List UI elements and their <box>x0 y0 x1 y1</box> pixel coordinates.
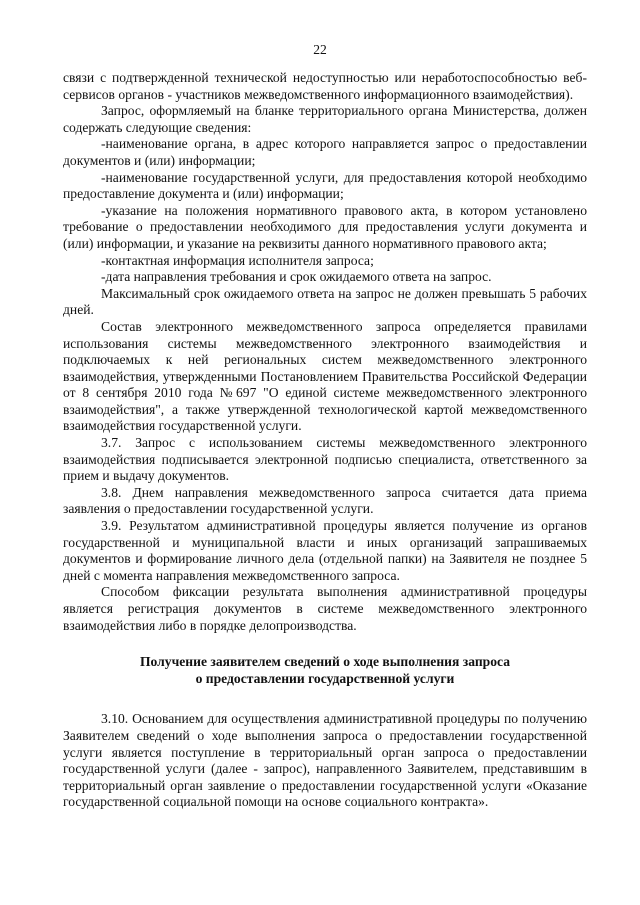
section-heading <box>63 654 587 687</box>
paragraph: Запрос, оформляемый на бланке территориального органа Министерства, должен содержать следующие сведения: <box>63 103 587 135</box>
paragraph: 3.7. Запрос с использованием системы межведомственного электронного взаимодействия подписывается электронной подписью специалиста, ответственного за прием и выдачу документов. <box>63 435 587 484</box>
paragraph: связи с подтвержденной технической недоступностью или неработоспособностью веб-сервисов органов - участников межведомственного информационного взаимодействия). <box>63 70 587 102</box>
paragraph-group-bottom <box>63 711 587 811</box>
paragraph: -указание на положения нормативного правового акта, в котором установлено требование о предоставлении необходимого для предоставления услуги документа и (или) информации, и указание на реквизиты данного нормативного правового акта; <box>63 202 587 251</box>
section-heading-line-1: Получение заявителем сведений о ходе выполнения запроса <box>139 654 511 670</box>
paragraph: 3.9. Результатом административной процедуры является получение из органов государственной и муниципальной власти и иных организаций запрашиваемых документов и формирование личного дела (отдельной папки) на Заявителя не позднее 5 дней с момента направления межведомственного запроса. <box>63 518 587 583</box>
paragraph: -дата направления требования и срок ожидаемого ответа на запрос. <box>101 269 492 285</box>
paragraph: -контактная информация исполнителя запроса; <box>101 252 374 268</box>
section-heading-line-2: о предоставлении государственной услуги <box>195 670 455 686</box>
page-number: 22 <box>313 42 327 57</box>
paragraph: Способом фиксации результата выполнения административной процедуры является регистрация документов в системе межведомственного электронного взаимодействия либо в порядке делопроизводства. <box>63 584 587 633</box>
paragraph-group-top <box>63 70 587 634</box>
paragraph: 3.8. Днем направления межведомственного запроса считается дата приема заявления о предоставлении государственной услуги. <box>63 484 587 517</box>
paragraph: Максимальный срок ожидаемого ответа на запрос не должен превышать 5 рабочих дней. <box>63 285 587 318</box>
paragraph: -наименование органа, в адрес которого направляется запрос о предоставлении документов и (или) информации; <box>63 136 587 168</box>
paragraph: -наименование государственной услуги, для предоставления которой необходимо предоставление документа и (или) информации; <box>63 169 587 202</box>
document-body <box>63 70 587 811</box>
paragraph: Состав электронного межведомственного запроса определяется правилами использования системы межведомственного электронного взаимодействия и подключаемых к ней региональных систем межведомственного электронного взаимодействия, утвержденными Постановлением Правительства Российской Федерации от 8 сентября 2010 года №697 "О единой системе межведомственного электронного взаимодействия", а также утвержденной технологической картой межведомственного взаимодействия государственной услуги. <box>63 318 587 434</box>
paragraph: 3.10. Основанием для осуществления административной процедуры по получению Заявителем сведений о ходе выполнения запроса о предоставлении государственной услуги является поступление в территориальный орган запроса о предоставлении государственной услуги (далее - запрос), направленного Заявителем, представившим в территориальный орган заявление о предоставлении государственной услуги «Оказание государственной социальной помощи на основе социального контракта». <box>63 711 587 810</box>
